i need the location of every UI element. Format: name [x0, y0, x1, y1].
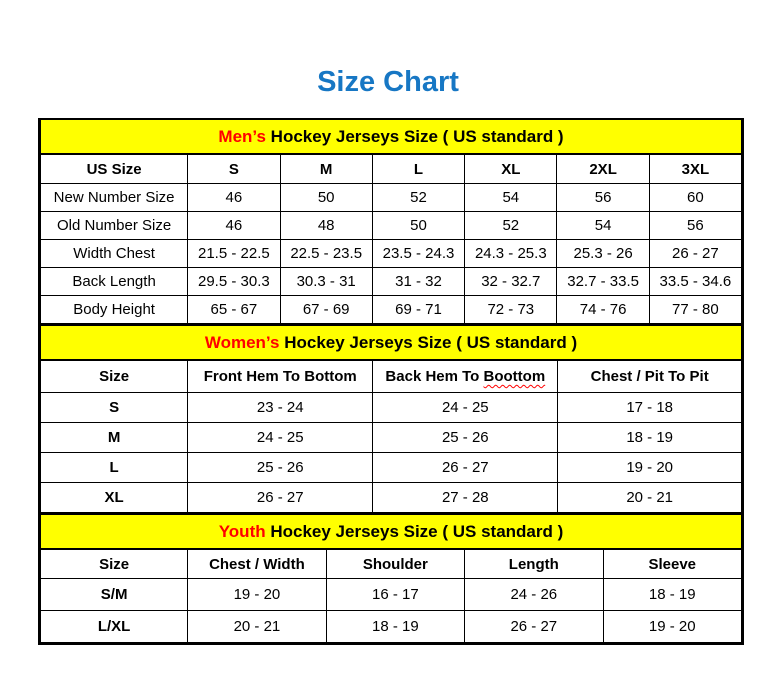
- cell: 50: [280, 184, 372, 212]
- cell: 19 - 20: [188, 579, 326, 611]
- womens-row-s: [41, 393, 742, 423]
- womens-col-back-hem-prefix: Back Hem To: [385, 368, 484, 385]
- cell: 19 - 20: [558, 453, 742, 483]
- cell: 25.3 - 26: [557, 240, 649, 268]
- row-label: Old Number Size: [41, 212, 188, 240]
- mens-banner: [41, 120, 742, 154]
- youth-banner-rest: Hockey Jerseys Size ( US standard ): [265, 521, 564, 541]
- row-label: L/XL: [41, 611, 188, 643]
- womens-size-table: [40, 324, 742, 513]
- youth-size-table: [40, 513, 742, 643]
- womens-col-front-hem: Front Hem To Bottom: [188, 360, 373, 393]
- cell: 27 - 28: [373, 483, 558, 513]
- cell: 52: [372, 184, 464, 212]
- cell: 52: [465, 212, 557, 240]
- row-label: Back Length: [41, 268, 188, 296]
- youth-banner-text: [41, 514, 742, 549]
- cell: 21.5 - 22.5: [188, 240, 280, 268]
- cell: 54: [465, 184, 557, 212]
- mens-row-back-length: [41, 268, 742, 296]
- row-label: S: [41, 393, 188, 423]
- womens-column-header-row: [41, 360, 742, 393]
- cell: 60: [649, 184, 741, 212]
- cell: 24 - 26: [465, 579, 603, 611]
- youth-banner: [41, 514, 742, 549]
- cell: 19 - 20: [603, 611, 741, 643]
- cell: 72 - 73: [465, 296, 557, 324]
- mens-col-l: L: [372, 154, 464, 184]
- cell: 77 - 80: [649, 296, 741, 324]
- womens-banner: [41, 325, 742, 360]
- cell: 54: [557, 212, 649, 240]
- youth-row-lxl: [41, 611, 742, 643]
- cell: 16 - 17: [326, 579, 464, 611]
- cell: 46: [188, 184, 280, 212]
- mens-col-xl: XL: [465, 154, 557, 184]
- mens-banner-text: [41, 120, 742, 154]
- mens-col-m: M: [280, 154, 372, 184]
- cell: 25 - 26: [373, 423, 558, 453]
- youth-col-sleeve: Sleeve: [603, 549, 741, 579]
- row-label: Body Height: [41, 296, 188, 324]
- mens-row-body-height: [41, 296, 742, 324]
- youth-col-size: Size: [41, 549, 188, 579]
- cell: 56: [649, 212, 741, 240]
- cell: 33.5 - 34.6: [649, 268, 741, 296]
- cell: 24 - 25: [188, 423, 373, 453]
- womens-banner-rest: Hockey Jerseys Size ( US standard ): [279, 332, 578, 352]
- row-label: S/M: [41, 579, 188, 611]
- row-label: L: [41, 453, 188, 483]
- womens-col-back-hem: [373, 360, 558, 393]
- cell: 30.3 - 31: [280, 268, 372, 296]
- womens-row-xl: [41, 483, 742, 513]
- cell: 23.5 - 24.3: [372, 240, 464, 268]
- mens-row-new-number: [41, 184, 742, 212]
- mens-col-2xl: 2XL: [557, 154, 649, 184]
- mens-col-us-size: US Size: [41, 154, 188, 184]
- womens-col-size: Size: [41, 360, 188, 393]
- mens-column-header-row: [41, 154, 742, 184]
- mens-banner-highlight: Men’s: [218, 126, 266, 146]
- row-label: XL: [41, 483, 188, 513]
- size-chart-tables: [38, 118, 744, 645]
- womens-col-back-hem-typo: Boottom: [483, 368, 546, 385]
- cell: 26 - 27: [188, 483, 373, 513]
- mens-row-old-number: [41, 212, 742, 240]
- womens-banner-text: [41, 325, 742, 360]
- cell: 32 - 32.7: [465, 268, 557, 296]
- cell: 22.5 - 23.5: [280, 240, 372, 268]
- cell: 18 - 19: [603, 579, 741, 611]
- mens-col-3xl: 3XL: [649, 154, 741, 184]
- cell: 24 - 25: [373, 393, 558, 423]
- cell: 65 - 67: [188, 296, 280, 324]
- cell: 31 - 32: [372, 268, 464, 296]
- cell: 24.3 - 25.3: [465, 240, 557, 268]
- womens-banner-highlight: Women’s: [204, 332, 280, 352]
- womens-col-chest: Chest / Pit To Pit: [558, 360, 742, 393]
- cell: 18 - 19: [558, 423, 742, 453]
- cell: 56: [557, 184, 649, 212]
- cell: 29.5 - 30.3: [188, 268, 280, 296]
- cell: 20 - 21: [558, 483, 742, 513]
- youth-banner-highlight: Youth: [218, 521, 266, 541]
- womens-row-m: [41, 423, 742, 453]
- cell: 69 - 71: [372, 296, 464, 324]
- cell: 48: [280, 212, 372, 240]
- cell: 25 - 26: [188, 453, 373, 483]
- mens-banner-rest: Hockey Jerseys Size ( US standard ): [265, 126, 564, 146]
- row-label: M: [41, 423, 188, 453]
- youth-col-chest-width: Chest / Width: [188, 549, 326, 579]
- cell: 17 - 18: [558, 393, 742, 423]
- page-title: Size Chart: [317, 66, 459, 98]
- cell: 67 - 69: [280, 296, 372, 324]
- cell: 46: [188, 212, 280, 240]
- cell: 20 - 21: [188, 611, 326, 643]
- cell: 74 - 76: [557, 296, 649, 324]
- cell: 26 - 27: [465, 611, 603, 643]
- mens-size-table: [40, 120, 742, 324]
- youth-column-header-row: [41, 549, 742, 579]
- cell: 32.7 - 33.5: [557, 268, 649, 296]
- cell: 23 - 24: [188, 393, 373, 423]
- mens-row-width-chest: [41, 240, 742, 268]
- youth-col-shoulder: Shoulder: [326, 549, 464, 579]
- womens-row-l: [41, 453, 742, 483]
- cell: 18 - 19: [326, 611, 464, 643]
- cell: 26 - 27: [649, 240, 741, 268]
- mens-col-s: S: [188, 154, 280, 184]
- youth-row-sm: [41, 579, 742, 611]
- cell: 50: [372, 212, 464, 240]
- row-label: New Number Size: [41, 184, 188, 212]
- row-label: Width Chest: [41, 240, 188, 268]
- youth-col-length: Length: [465, 549, 603, 579]
- cell: 26 - 27: [373, 453, 558, 483]
